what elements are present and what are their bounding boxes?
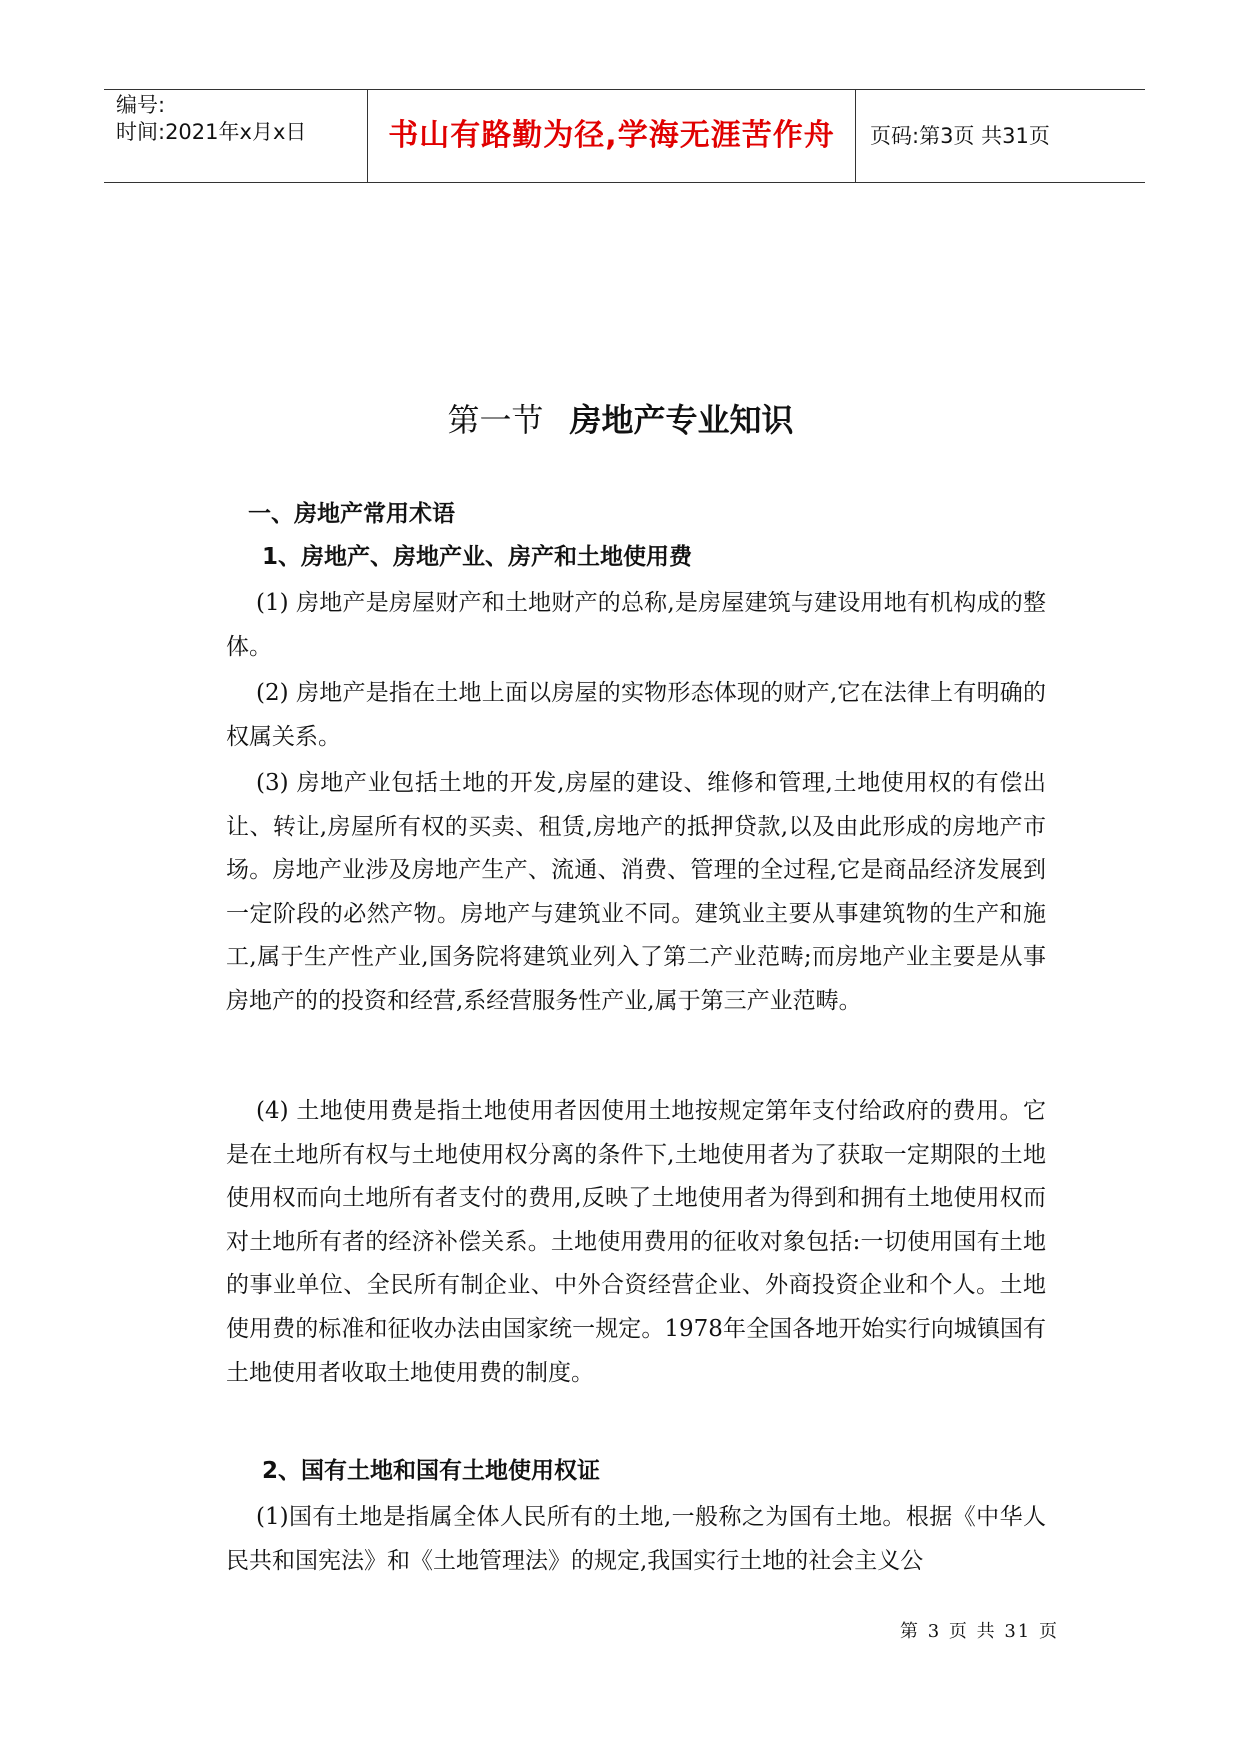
page-footer: 第 3 页 共 31 页 xyxy=(900,1621,1059,1642)
section-number: 第一节 xyxy=(447,401,544,439)
subsection-2-heading: 2、国有土地和国有土地使用权证 xyxy=(262,1458,601,1484)
document-header xyxy=(104,89,1145,183)
paragraph: (4) 土地使用费是指土地使用者因使用土地按规定第年支付给政府的费用。它是在土地所有权与土地使用权分离的条件下,土地使用者为了获取一定期限的土地使用权而向土地所有者支付的费用,反映了土地使用者为得到和拥有土地使用权而对土地所有者的经济补偿关系。土地使用费用的征收对象包括:一切使用国有土地的事业单位、全民所有制企业、中外合资经营企业、外商投资企业和个人。土地使用费的标准和征收办法由国家统一规定。1978年全国各地开始实行向城镇国有土地使用者收取土地使用费的制度。 xyxy=(226,1098,1046,1386)
paragraph: (2) 房地产是指在土地上面以房屋的实物形态体现的财产,它在法律上有明确的权属关系。 xyxy=(226,680,1046,750)
paragraph: (1)国有土地是指属全体人民所有的土地,一般称之为国有土地。根据《中华人民共和国宪法》和《土地管理法》的规定,我国实行土地的社会主义公 xyxy=(226,1504,1046,1574)
header-page-code: 页码:第3页 共31页 xyxy=(870,124,1050,148)
header-info-cell xyxy=(104,90,368,182)
header-motto: 书山有路勤为径,学海无涯苦作舟 xyxy=(368,90,856,182)
page-title xyxy=(0,398,1241,442)
paragraph: (3) 房地产业包括土地的开发,房屋的建设、维修和管理,土地使用权的有偿出让、转让,房屋所有权的买卖、租赁,房地产的抵押贷款,以及由此形成的房地产市场。房地产业涉及房地产生产、流通、消费、管理的全过程,它是商品经济发展到一定阶段的必然产物。房地产与建筑业不同。建筑业主要从事建筑物的生产和施工,属于生产性产业,国务院将建筑业列入了第二产业范畴;而房地产业主要是从事房地产的的投资和经营,系经营服务性产业,属于第三产业范畴。 xyxy=(226,770,1046,1014)
paragraph: (1) 房地产是房屋财产和土地财产的总称,是房屋建筑与建设用地有机构成的整体。 xyxy=(226,590,1046,660)
heading-level-1: 一、房地产常用术语 xyxy=(248,501,455,527)
document-number-label: 编号: xyxy=(116,93,166,117)
subsection-1-heading: 1、房地产、房地产业、房产和土地使用费 xyxy=(262,544,693,570)
section-name: 房地产专业知识 xyxy=(569,401,794,439)
document-time-label: 时间:2021年x月x日 xyxy=(116,120,307,144)
